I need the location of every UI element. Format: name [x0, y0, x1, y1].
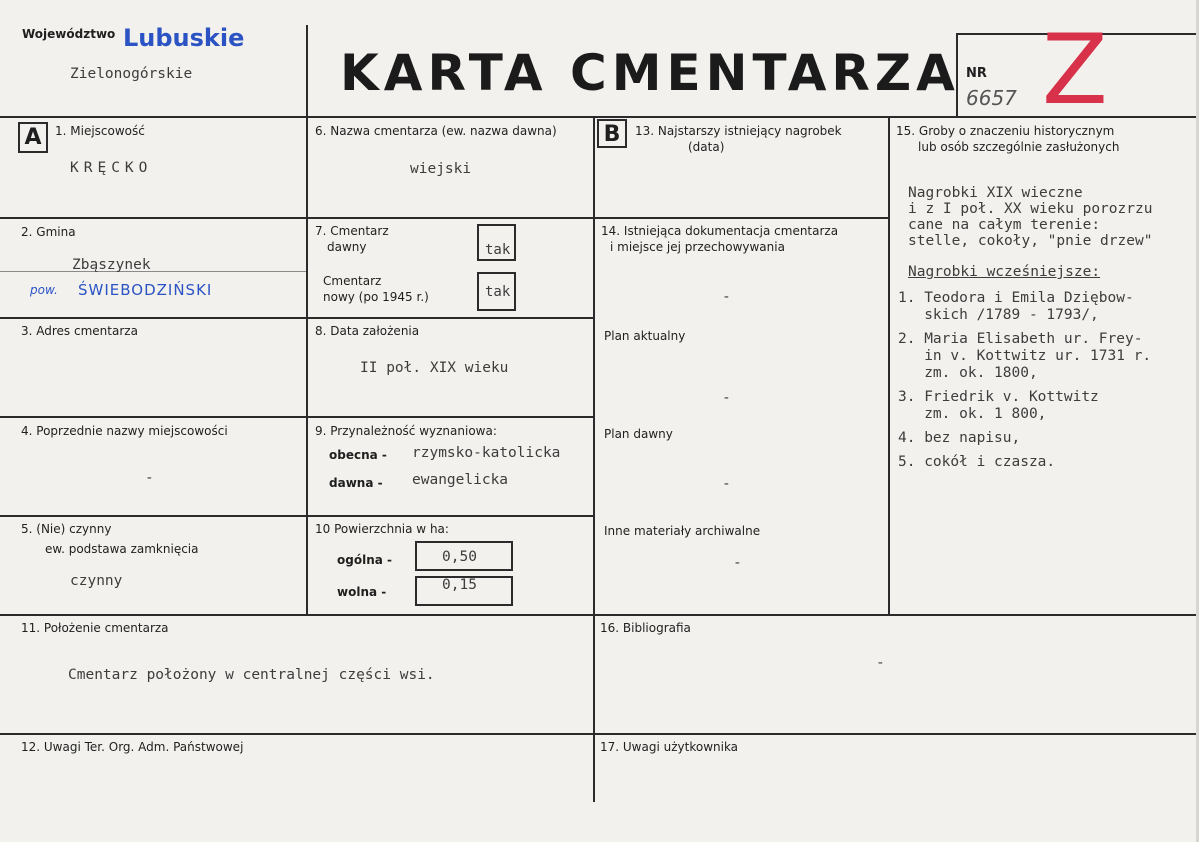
field7-value-a: tak [485, 242, 511, 258]
field9-dawna-value: ewangelicka [412, 472, 509, 488]
field15-item-line: zm. ok. 1 800, [898, 406, 1047, 422]
field8-label: 8. Data założenia [315, 324, 420, 338]
field2-value: Zbąszynek [72, 257, 151, 273]
field15-intro-line: stelle, cokoły, "pnie drzew" [908, 233, 1153, 249]
field8-value: II poł. XIX wieku [360, 360, 509, 376]
field7-label-a2: dawny [327, 240, 367, 254]
field11-value: Cmentarz położony w centralnej części wsi. [68, 667, 435, 683]
field14-plan-aktualny: Plan aktualny [604, 329, 686, 343]
field7-label-b2: nowy (po 1945 r.) [323, 290, 429, 304]
wojewodztwo-old: Zielonogórskie [70, 66, 193, 82]
field14-dash3: - [722, 476, 731, 492]
field7-value-b: tak [485, 284, 511, 300]
field5-label1: 5. (Nie) czynny [21, 522, 112, 536]
field7-label-b1: Cmentarz [323, 274, 382, 288]
field14-inne: Inne materiały archiwalne [604, 524, 761, 538]
field15-item-line: skich /1789 - 1793/, [898, 307, 1099, 323]
field10-ogolna-value: 0,50 [442, 549, 477, 565]
field12-label: 12. Uwagi Ter. Org. Adm. Państwowej [21, 740, 244, 754]
field9-obecna-label: obecna - [329, 448, 387, 462]
field9-obecna-value: rzymsko-katolicka [412, 445, 561, 461]
field4-value: - [145, 470, 154, 486]
field10-ogolna-label: ogólna - [337, 553, 392, 567]
field7-label-a1: 7. Cmentarz [315, 224, 389, 238]
pow-prefix: pow. [30, 283, 58, 297]
field16-label: 16. Bibliografia [600, 621, 691, 635]
field6-value: wiejski [410, 161, 472, 177]
nr-letter: Z [1042, 14, 1108, 126]
section-b-letter: B [597, 119, 627, 148]
field15-earlier-heading: Nagrobki wcześniejsze: [908, 264, 1101, 280]
field5-value: czynny [70, 573, 123, 589]
field13-label2: (data) [688, 140, 725, 154]
field10-label: 10 Powierzchnia w ha: [315, 522, 449, 536]
section-a-letter: A [18, 122, 48, 153]
field15-item-line: 3. Friedrik v. Kottwitz [898, 389, 1099, 405]
field15-item-line: 1. Teodora i Emila Dziębow- [898, 290, 1134, 306]
field10-wolna-label: wolna - [337, 585, 387, 599]
field16-value: - [876, 655, 885, 671]
field14-label1: 14. Istniejąca dokumentacja cmentarza [601, 224, 839, 238]
field17-label: 17. Uwagi użytkownika [600, 740, 739, 754]
field15-item-line: 2. Maria Elisabeth ur. Frey- [898, 331, 1143, 347]
field15-item-line: 4. bez napisu, [898, 430, 1021, 446]
field6-label: 6. Nazwa cmentarza (ew. nazwa dawna) [315, 124, 557, 138]
field14-plan-dawny: Plan dawny [604, 427, 673, 441]
field14-dash2: - [722, 390, 731, 406]
field10-wolna-value: 0,15 [442, 577, 477, 593]
field9-label: 9. Przynależność wyznaniowa: [315, 424, 497, 438]
field11-label: 11. Położenie cmentarza [21, 621, 169, 635]
field15-intro-line: i z I poł. XX wieku porozrzu [908, 201, 1153, 217]
field15-intro-line: Nagrobki XIX wieczne [908, 185, 1083, 201]
field4-label: 4. Poprzednie nazwy miejscowości [21, 424, 228, 438]
field15-item-line: zm. ok. 1800, [898, 365, 1038, 381]
field15-label2: lub osób szczególnie zasłużonych [918, 140, 1120, 154]
field14-dash1: - [722, 289, 731, 305]
field1-label: 1. Miejscowość [55, 124, 145, 138]
field15-item-line: in v. Kottwitz ur. 1731 r. [898, 348, 1152, 364]
field13-label1: 13. Najstarszy istniejący nagrobek [635, 124, 842, 138]
field2-label: 2. Gmina [21, 225, 76, 239]
field15-item-line: 5. cokół i czasza. [898, 454, 1056, 470]
field15-intro-line: cane na całym terenie: [908, 217, 1101, 233]
field5-label2: ew. podstawa zamknięcia [45, 542, 199, 556]
field14-label2: i miejsce jej przechowywania [610, 240, 785, 254]
field14-dash4: - [733, 555, 742, 571]
pow-value: ŚWIEBODZIŃSKI [78, 281, 213, 299]
wojewodztwo-label: Województwo [22, 27, 116, 41]
field15-label1: 15. Groby o znaczeniu historycznym [896, 124, 1115, 138]
page-title: KARTA CMENTARZA [340, 44, 960, 102]
nr-label: NR [966, 66, 987, 81]
wojewodztwo-stamp: Lubuskie [123, 24, 245, 52]
field1-value: KRĘCKO [70, 160, 153, 176]
field9-dawna-label: dawna - [329, 476, 383, 490]
field3-label: 3. Adres cmentarza [21, 324, 138, 338]
nr-value: 6657 [966, 86, 1017, 110]
